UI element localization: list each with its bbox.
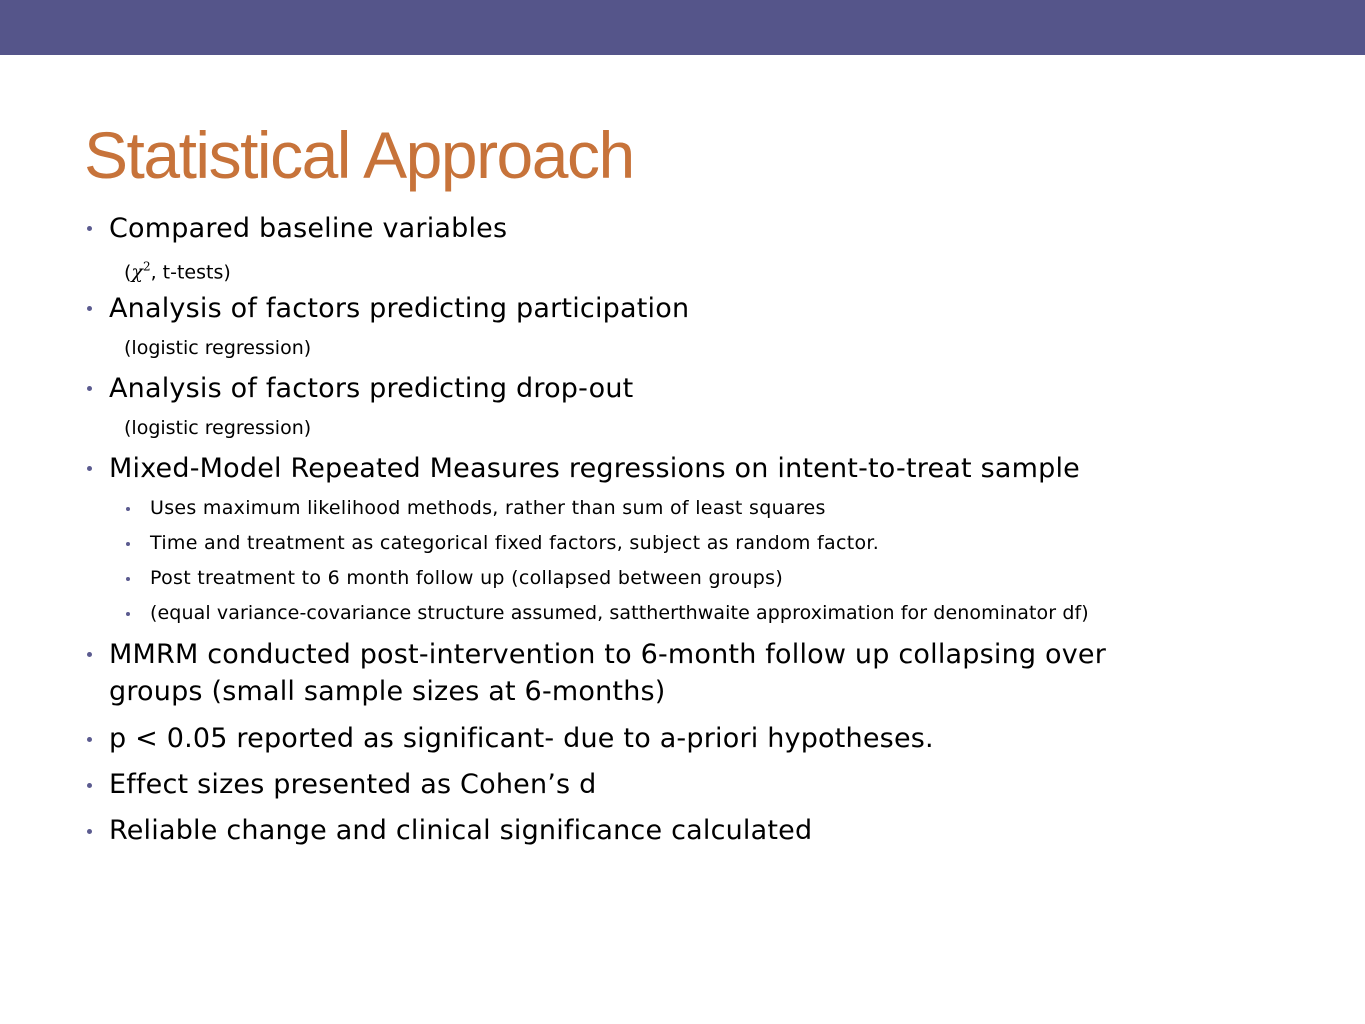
bullet-mmrm-regressions: Mixed-Model Repeated Measures regressions on intent-to-treat sample	[109, 453, 1080, 484]
bullet-dot	[87, 386, 92, 391]
sub-bullet-variance-structure: (equal variance-covariance structure assumed, sattherthwaite approximation for denominator df)	[150, 602, 1089, 624]
bullet-effect-sizes: Effect sizes presented as Cohen’s d	[109, 769, 597, 800]
bullet-dot	[87, 466, 92, 471]
bullet-dot	[87, 829, 92, 834]
bullet-mmrm-conducted-line1: MMRM conducted post-intervention to 6-month follow up collapsing over	[109, 639, 1107, 670]
bullet-dot	[87, 306, 92, 311]
bullet-dot	[87, 783, 92, 788]
bullet-mmrm-conducted-line2: groups (small sample sizes at 6-months)	[109, 676, 666, 707]
bullet-participation: Analysis of factors predicting participation	[109, 293, 690, 324]
bullet-dot	[87, 226, 92, 231]
chi-square-symbol: $\chi^2$	[131, 260, 151, 284]
sub-bullet-fixed-factors: Time and treatment as categorical fixed factors, subject as random factor.	[150, 532, 880, 554]
bullet-participation-note: (logistic regression)	[124, 337, 312, 359]
slide-title: Statistical Approach	[84, 118, 634, 192]
sub-bullet-dot	[126, 577, 130, 581]
sub-bullet-maximum-likelihood: Uses maximum likelihood methods, rather than sum of least squares	[150, 497, 826, 519]
bullet-drop-out-note: (logistic regression)	[124, 417, 312, 439]
bullet-dot	[87, 652, 92, 657]
sub-bullet-post-treatment: Post treatment to 6 month follow up (collapsed between groups)	[150, 567, 784, 589]
bullet-compared-baseline-note: ($\chi^2$, t-tests)	[124, 260, 231, 284]
sub-bullet-dot	[126, 542, 130, 546]
bullet-significance-threshold: p < 0.05 reported as significant- due to a-priori hypotheses.	[109, 723, 934, 754]
bullet-compared-baseline: Compared baseline variables	[109, 213, 508, 244]
bullet-dot	[87, 737, 92, 742]
bullet-drop-out: Analysis of factors predicting drop-out	[109, 373, 634, 404]
top-accent-bar	[0, 0, 1365, 55]
bullet-reliable-change: Reliable change and clinical significance calculated	[109, 815, 813, 846]
sub-bullet-dot	[126, 507, 130, 511]
sub-bullet-dot	[126, 612, 130, 616]
